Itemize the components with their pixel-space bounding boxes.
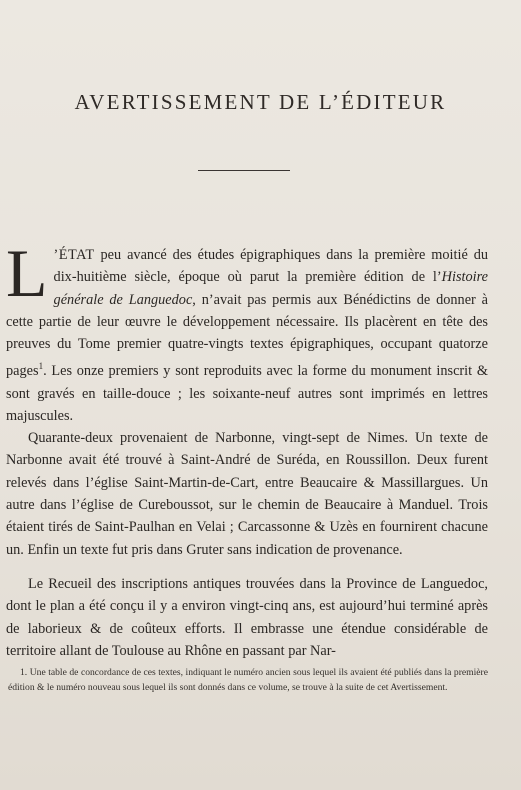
footnote [8, 665, 488, 695]
page-body [6, 235, 488, 662]
paragraph-1 [6, 235, 488, 427]
page-title: AVERTISSEMENT DE L’ÉDITEUR [74, 90, 447, 114]
paragraph-1-text-2: , n’avait pas permis aux Bénédictins de donner à cette partie de leur œuvre le développement nécessaire. Ils placèrent en tête des preuves du Tome premier quatre-vingts textes épigraphiques, occupant quatorze pages [6, 291, 488, 380]
small-caps-opening: ’ÉTAT [53, 247, 95, 263]
paragraph-1-text: peu avancé des études épigraphiques dans la première moitié du dix-huitième siècle, époque où parut la première édition de l’ [53, 247, 488, 286]
book-title-italic: Histoire générale de Languedoc [53, 269, 488, 308]
title-divider [198, 170, 290, 171]
paragraph-1-text-3: . Les onze premiers y sont reproduits avec la forme du monument inscrit & sont gravés en taille-douce ; les soixante-neuf autres sont imprimés en lettres majuscules. [6, 363, 488, 424]
footnote-text: Une table de concordance de ces textes, indiquant le numéro ancien sous lequel ils avaient été publiés dans la première édition & le numéro nouveau sous lequel ils sont donnés dans ce volume, se trouve à la suite de cet Avertissement. [8, 667, 488, 693]
footnote-number: 1. [20, 667, 28, 678]
footnote-reference: 1 [38, 361, 44, 372]
drop-cap: L [6, 235, 48, 311]
paragraph-3: Le Recueil des inscriptions antiques trouvées dans la Province de Languedoc, dont le plan a été conçu il y a environ vingt-cinq ans, est aujourd’hui terminé après de laborieux & de coûteux efforts. Il embrasse une étendue considérable de territoire allant de Toulouse au Rhône en passant par Nar- [6, 575, 488, 659]
paragraph-2: Quarante-deux provenaient de Narbonne, vingt-sept de Nimes. Un texte de Narbonne avait été trouvé à Saint-André de Suréda, en Roussillon. Deux furent relevés dans l’église Saint-Martin-de-Cart, entre Beaucaire & Massillargues. Un autre dans l’église de Cureboussot, sur le chemin de Beaucaire à Manduel. Trois étaient tirés de Saint-Paulhan en Velai ; Carcassonne & Uzès en fournirent chacune un. Enfin un texte fut pris dans Gruter sans indication de provenance. [6, 430, 488, 558]
